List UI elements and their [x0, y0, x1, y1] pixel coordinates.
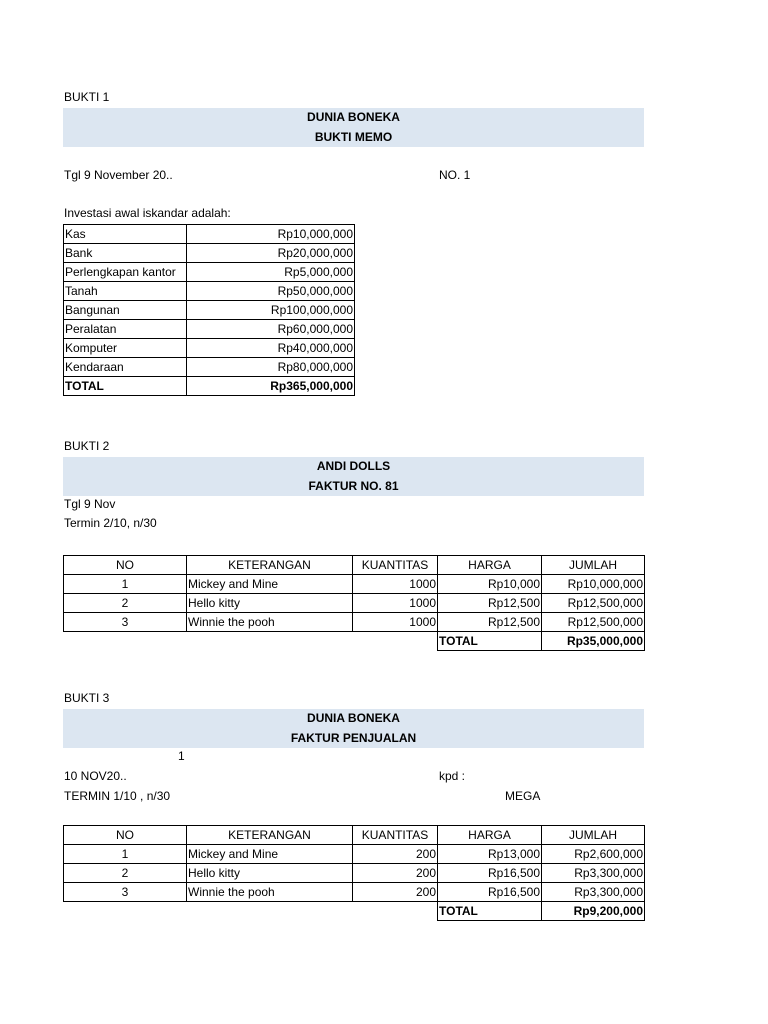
- table-row: [64, 594, 645, 613]
- item-name: Perlengkapan kantor: [64, 263, 187, 282]
- table-row: [64, 244, 355, 263]
- col-kuantitas: KUANTITAS: [353, 826, 438, 845]
- row-price: Rp16,500: [438, 864, 542, 883]
- row-desc: Hello kitty: [187, 594, 353, 613]
- table-row: [64, 263, 355, 282]
- total-label: TOTAL: [438, 902, 542, 921]
- row-no: 3: [64, 883, 187, 902]
- bukti2-header: [63, 457, 644, 496]
- row-total: Rp3,300,000: [542, 883, 645, 902]
- row-desc: Mickey and Mine: [187, 845, 353, 864]
- item-name: Kas: [64, 225, 187, 244]
- row-qty: 1000: [353, 575, 438, 594]
- table-row: [64, 613, 645, 632]
- table-header: [64, 556, 645, 575]
- bukti2-company: ANDI DOLLS: [316, 459, 391, 473]
- bukti1-company: DUNIA BONEKA: [307, 110, 400, 124]
- bukti3-header: [63, 709, 644, 748]
- bukti1-label: BUKTI 1: [64, 90, 110, 104]
- row-total: Rp12,500,000: [542, 613, 645, 632]
- row-price: Rp12,500: [438, 594, 542, 613]
- row-total: Rp2,600,000: [542, 845, 645, 864]
- table-header: [64, 826, 645, 845]
- table-row: [64, 845, 645, 864]
- table-row: [64, 301, 355, 320]
- total-amount: Rp365,000,000: [187, 377, 355, 396]
- bukti3-label: BUKTI 3: [64, 691, 110, 705]
- row-desc: Mickey and Mine: [187, 575, 353, 594]
- bukti2-termin: Termin 2/10, n/30: [64, 516, 157, 530]
- row-no: 1: [64, 845, 187, 864]
- table-row: [64, 339, 355, 358]
- row-total: Rp10,000,000: [542, 575, 645, 594]
- row-price: Rp12,500: [438, 613, 542, 632]
- col-harga: HARGA: [438, 556, 542, 575]
- item-name: Peralatan: [64, 320, 187, 339]
- item-name: Bangunan: [64, 301, 187, 320]
- item-amount: Rp10,000,000: [187, 225, 355, 244]
- total-row: [64, 632, 645, 651]
- row-no: 2: [64, 864, 187, 883]
- item-amount: Rp60,000,000: [187, 320, 355, 339]
- bukti3-kpd-label: kpd :: [439, 769, 466, 783]
- item-name: Bank: [64, 244, 187, 263]
- item-amount: Rp20,000,000: [187, 244, 355, 263]
- item-name: Tanah: [64, 282, 187, 301]
- total-label: TOTAL: [64, 377, 187, 396]
- row-desc: Winnie the pooh: [187, 613, 353, 632]
- col-no: NO: [64, 556, 187, 575]
- row-qty: 200: [353, 845, 438, 864]
- row-price: Rp13,000: [438, 845, 542, 864]
- bukti1-intro: Investasi awal iskandar adalah:: [64, 206, 231, 220]
- row-qty: 200: [353, 864, 438, 883]
- row-no: 3: [64, 613, 187, 632]
- row-no: 1: [64, 575, 187, 594]
- total-amount: Rp35,000,000: [542, 632, 645, 651]
- bukti2-label: BUKTI 2: [64, 439, 110, 453]
- row-total: Rp3,300,000: [542, 864, 645, 883]
- bukti1-number: NO. 1: [439, 168, 471, 182]
- bukti3-termin: TERMIN 1/10 , n/30: [64, 789, 171, 803]
- col-jumlah: JUMLAH: [542, 826, 645, 845]
- row-price: Rp10,000: [438, 575, 542, 594]
- row-total: Rp12,500,000: [542, 594, 645, 613]
- bukti2-doc-title: FAKTUR NO. 81: [308, 478, 399, 493]
- row-desc: Winnie the pooh: [187, 883, 353, 902]
- bukti1-header: [63, 108, 644, 147]
- total-amount: Rp9,200,000: [542, 902, 645, 921]
- col-kuantitas: KUANTITAS: [353, 556, 438, 575]
- row-qty: 200: [353, 883, 438, 902]
- bukti3-doc-title: FAKTUR PENJUALAN: [290, 730, 417, 745]
- col-keterangan: KETERANGAN: [187, 826, 353, 845]
- bukti1-doc-title: BUKTI MEMO: [314, 129, 393, 144]
- bukti3-company: DUNIA BONEKA: [307, 711, 400, 725]
- item-name: Kendaraan: [64, 358, 187, 377]
- item-amount: Rp100,000,000: [187, 301, 355, 320]
- item-amount: Rp50,000,000: [187, 282, 355, 301]
- table-row: [64, 575, 645, 594]
- bukti3-customer: MEGA: [505, 789, 541, 803]
- total-label: TOTAL: [438, 632, 542, 651]
- bukti1-investment-table: [63, 224, 355, 396]
- bukti3-number: 1: [178, 749, 185, 763]
- table-row: [64, 358, 355, 377]
- row-no: 2: [64, 594, 187, 613]
- total-row: [64, 902, 645, 921]
- bukti3-invoice-table: [63, 825, 645, 921]
- bukti3-date: 10 NOV20..: [64, 769, 127, 783]
- col-no: NO: [64, 826, 187, 845]
- row-desc: Hello kitty: [187, 864, 353, 883]
- col-harga: HARGA: [438, 826, 542, 845]
- item-amount: Rp5,000,000: [187, 263, 355, 282]
- row-price: Rp16,500: [438, 883, 542, 902]
- row-qty: 1000: [353, 594, 438, 613]
- item-amount: Rp40,000,000: [187, 339, 355, 358]
- item-amount: Rp80,000,000: [187, 358, 355, 377]
- col-keterangan: KETERANGAN: [187, 556, 353, 575]
- col-jumlah: JUMLAH: [542, 556, 645, 575]
- item-name: Komputer: [64, 339, 187, 358]
- table-row: [64, 864, 645, 883]
- table-row: [64, 225, 355, 244]
- table-row: [64, 320, 355, 339]
- total-row: [64, 377, 355, 396]
- bukti2-invoice-table: [63, 555, 645, 651]
- bukti2-date: Tgl 9 Nov: [64, 497, 116, 511]
- table-row: [64, 282, 355, 301]
- bukti1-date: Tgl 9 November 20..: [64, 168, 173, 182]
- row-qty: 1000: [353, 613, 438, 632]
- table-row: [64, 883, 645, 902]
